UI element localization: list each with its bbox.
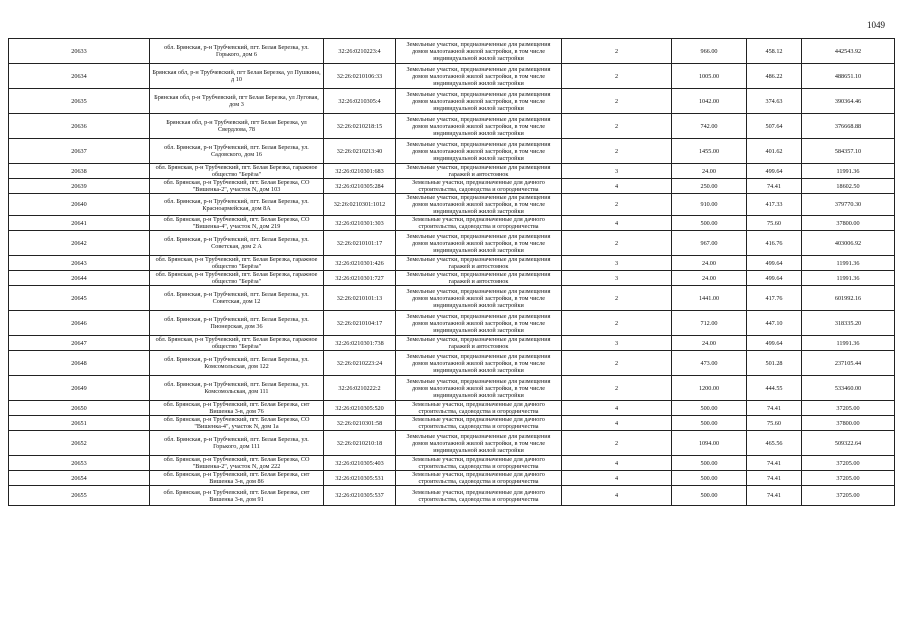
category-cell: 2 — [562, 139, 672, 164]
row-number-cell: 20653 — [9, 456, 150, 471]
table-row — [9, 39, 895, 64]
row-number-cell: 20644 — [9, 271, 150, 286]
row-number-cell: 20642 — [9, 231, 150, 256]
rate-cell: 499.64 — [747, 271, 802, 286]
category-cell: 4 — [562, 456, 672, 471]
category-cell: 3 — [562, 336, 672, 351]
category-cell: 2 — [562, 89, 672, 114]
land-use-cell: Земельные участки, предназначенные для размещения домов малоэтажной жилой застройки, в том числе индивидуальной жилой застройки — [396, 64, 562, 89]
table-row — [9, 431, 895, 456]
area-cell: 712.00 — [672, 311, 747, 336]
category-cell: 2 — [562, 351, 672, 376]
category-cell: 4 — [562, 216, 672, 231]
row-number-cell: 20643 — [9, 256, 150, 271]
land-use-cell: Земельные участки, предназначенные для дачного строительства, садоводства и огородничества — [396, 471, 562, 486]
cadastral-value-cell: 37205.00 — [802, 471, 895, 486]
land-use-cell: Земельные участки, предназначенные для дачного строительства, садоводства и огородничества — [396, 179, 562, 194]
rate-cell: 486.22 — [747, 64, 802, 89]
address-cell: обл. Брянская, р-н Трубчевский, пгт. Белая Березка, ул. Комсомольская, дом 111 — [150, 376, 324, 401]
land-use-cell: Земельные участки, предназначенные для размещения гаражей и автостоянок — [396, 336, 562, 351]
address-cell: обл. Брянская, р-н Трубчевский, пгт. Белая Березка, гаражное общество "Берёза" — [150, 256, 324, 271]
cadastral-value-cell: 37800.00 — [802, 216, 895, 231]
area-cell: 1441.00 — [672, 286, 747, 311]
category-cell: 2 — [562, 64, 672, 89]
category-cell: 2 — [562, 431, 672, 456]
cadastral-number-cell: 32:26:0210305:537 — [324, 486, 396, 506]
rate-cell: 499.64 — [747, 164, 802, 179]
table-row — [9, 164, 895, 179]
area-cell: 910.00 — [672, 194, 747, 216]
table-row — [9, 114, 895, 139]
cadastral-number-cell: 32:26:0210218:15 — [324, 114, 396, 139]
area-cell: 24.00 — [672, 271, 747, 286]
row-number-cell: 20640 — [9, 194, 150, 216]
cadastral-number-cell: 32:26:0210301:738 — [324, 336, 396, 351]
land-use-cell: Земельные участки, предназначенные для размещения домов малоэтажной жилой застройки, в том числе индивидуальной жилой застройки — [396, 89, 562, 114]
rate-cell: 447.10 — [747, 311, 802, 336]
area-cell: 500.00 — [672, 471, 747, 486]
category-cell: 4 — [562, 401, 672, 416]
land-use-cell: Земельные участки, предназначенные для размещения домов малоэтажной жилой застройки, в том числе индивидуальной жилой застройки — [396, 39, 562, 64]
table-row — [9, 271, 895, 286]
area-cell: 966.00 — [672, 39, 747, 64]
address-cell: обл. Брянская, р-н Трубчевский, пгт. Белая Березка, СО "Вишенка-4", участок N, дом 1а — [150, 416, 324, 431]
area-cell: 500.00 — [672, 416, 747, 431]
cadastral-number-cell: 32:26:0210301:58 — [324, 416, 396, 431]
land-use-cell: Земельные участки, предназначенные для размещения домов малоэтажной жилой застройки, в том числе индивидуальной жилой застройки — [396, 311, 562, 336]
category-cell: 2 — [562, 194, 672, 216]
table-row — [9, 64, 895, 89]
row-number-cell: 20654 — [9, 471, 150, 486]
table-row — [9, 311, 895, 336]
land-use-cell: Земельные участки, предназначенные для размещения домов малоэтажной жилой застройки, в том числе индивидуальной жилой застройки — [396, 431, 562, 456]
land-use-cell: Земельные участки, предназначенные для дачного строительства, садоводства и огородничества — [396, 216, 562, 231]
row-number-cell: 20636 — [9, 114, 150, 139]
cadastral-value-cell: 11991.36 — [802, 256, 895, 271]
table-row — [9, 336, 895, 351]
address-cell: обл. Брянская, р-н Трубчевский, пгт. Белая Березка, СО "Вишенка-4", участок N, дом 219 — [150, 216, 324, 231]
land-use-cell: Земельные участки, предназначенные для размещения гаражей и автостоянок — [396, 271, 562, 286]
row-number-cell: 20649 — [9, 376, 150, 401]
table-body — [9, 39, 895, 506]
cadastral-value-cell: 584357.10 — [802, 139, 895, 164]
category-cell: 2 — [562, 286, 672, 311]
rate-cell: 74.41 — [747, 179, 802, 194]
row-number-cell: 20651 — [9, 416, 150, 431]
rate-cell: 416.76 — [747, 231, 802, 256]
rate-cell: 417.76 — [747, 286, 802, 311]
cadastral-number-cell: 32:26:0210223:4 — [324, 39, 396, 64]
category-cell: 2 — [562, 114, 672, 139]
row-number-cell: 20638 — [9, 164, 150, 179]
rate-cell: 74.41 — [747, 456, 802, 471]
cadastral-value-cell: 37205.00 — [802, 401, 895, 416]
cadastral-value-cell: 601992.16 — [802, 286, 895, 311]
row-number-cell: 20650 — [9, 401, 150, 416]
address-cell: обл. Брянская, р-н Трубчевский, пгт. Белая Березка, ул. Садовского, дом 16 — [150, 139, 324, 164]
rate-cell: 458.12 — [747, 39, 802, 64]
cadastral-number-cell: 32:26:0210301:683 — [324, 164, 396, 179]
address-cell: обл. Брянская, р-н Трубчевский, пгт. Белая Березка, снт Вишенка 3-в, дом 86 — [150, 471, 324, 486]
land-use-cell: Земельные участки, предназначенные для дачного строительства, садоводства и огородничества — [396, 401, 562, 416]
cadastral-number-cell: 32:26:0210106:33 — [324, 64, 396, 89]
rate-cell: 507.64 — [747, 114, 802, 139]
table-row — [9, 376, 895, 401]
land-use-cell: Земельные участки, предназначенные для размещения домов малоэтажной жилой застройки, в том числе индивидуальной жилой застройки — [396, 114, 562, 139]
cadastral-value-cell: 509322.64 — [802, 431, 895, 456]
land-use-cell: Земельные участки, предназначенные для дачного строительства, садоводства и огородничества — [396, 486, 562, 506]
address-cell: обл. Брянская, р-н Трубчевский, пгт. Белая Березка, ул. Пионерская, дом 36 — [150, 311, 324, 336]
category-cell: 2 — [562, 376, 672, 401]
area-cell: 1200.00 — [672, 376, 747, 401]
table-row — [9, 89, 895, 114]
row-number-cell: 20655 — [9, 486, 150, 506]
cadastral-number-cell: 32:26:0210305:284 — [324, 179, 396, 194]
cadastral-number-cell: 32:26:0210223:24 — [324, 351, 396, 376]
area-cell: 1042.00 — [672, 89, 747, 114]
cadastral-number-cell: 32:26:0210301:426 — [324, 256, 396, 271]
cadastral-number-cell: 32:26:0210213:40 — [324, 139, 396, 164]
cadastral-value-cell: 18602.50 — [802, 179, 895, 194]
land-use-cell: Земельные участки, предназначенные для дачного строительства, садоводства и огородничества — [396, 416, 562, 431]
address-cell: обл. Брянская, р-н Трубчевский, пгт. Белая Березка, СО "Вишенка-2", участок N, дом 222 — [150, 456, 324, 471]
address-cell: обл. Брянская, р-н Трубчевский, пгт. Белая Березка, СО "Вишенка-2", участок N, дом 103 — [150, 179, 324, 194]
land-use-cell: Земельные участки, предназначенные для размещения домов малоэтажной жилой застройки, в том числе индивидуальной жилой застройки — [396, 376, 562, 401]
cadastral-value-cell: 403006.92 — [802, 231, 895, 256]
area-cell: 24.00 — [672, 336, 747, 351]
category-cell: 4 — [562, 471, 672, 486]
table-row — [9, 471, 895, 486]
category-cell: 2 — [562, 231, 672, 256]
rate-cell: 74.41 — [747, 471, 802, 486]
table-row — [9, 179, 895, 194]
land-use-cell: Земельные участки, предназначенные для размещения домов малоэтажной жилой застройки, в том числе индивидуальной жилой застройки — [396, 139, 562, 164]
table-row — [9, 401, 895, 416]
row-number-cell: 20637 — [9, 139, 150, 164]
address-cell: обл. Брянская, р-н Трубчевский, пгт. Белая Березка, снт Вишенка 3-в, дом 91 — [150, 486, 324, 506]
rate-cell: 501.28 — [747, 351, 802, 376]
land-use-cell: Земельные участки, предназначенные для размещения гаражей и автостоянок — [396, 256, 562, 271]
cadastral-value-cell: 11991.36 — [802, 164, 895, 179]
address-cell: обл. Брянская, р-н Трубчевский, пгт. Белая Березка, гаражное общество "Берёза" — [150, 336, 324, 351]
cadastral-number-cell: 32:26:0210305:403 — [324, 456, 396, 471]
table-row — [9, 416, 895, 431]
row-number-cell: 20647 — [9, 336, 150, 351]
cadastral-number-cell: 32:26:0210301:303 — [324, 216, 396, 231]
land-use-cell: Земельные участки, предназначенные для размещения домов малоэтажной жилой застройки, в том числе индивидуальной жилой застройки — [396, 194, 562, 216]
cadastral-number-cell: 32:26:0210210:18 — [324, 431, 396, 456]
land-use-cell: Земельные участки, предназначенные для размещения гаражей и автостоянок — [396, 164, 562, 179]
cadastral-value-cell: 488651.10 — [802, 64, 895, 89]
cadastral-number-cell: 32:26:0210101:13 — [324, 286, 396, 311]
row-number-cell: 20645 — [9, 286, 150, 311]
area-cell: 742.00 — [672, 114, 747, 139]
row-number-cell: 20641 — [9, 216, 150, 231]
address-cell: Брянская обл, р-н Трубчевский, пгт Белая Березка, ул Пушкина, д 10 — [150, 64, 324, 89]
table-row — [9, 256, 895, 271]
address-cell: обл. Брянская, р-н Трубчевский, пгт. Белая Березка, ул. Горького, дом 111 — [150, 431, 324, 456]
category-cell: 3 — [562, 164, 672, 179]
category-cell: 2 — [562, 311, 672, 336]
table-row — [9, 456, 895, 471]
row-number-cell: 20652 — [9, 431, 150, 456]
rate-cell: 444.55 — [747, 376, 802, 401]
area-cell: 500.00 — [672, 401, 747, 416]
cadastral-number-cell: 32:26:0210101:17 — [324, 231, 396, 256]
rate-cell: 417.33 — [747, 194, 802, 216]
row-number-cell: 20634 — [9, 64, 150, 89]
cadastral-value-cell: 390364.46 — [802, 89, 895, 114]
cadastral-value-cell: 37205.00 — [802, 456, 895, 471]
category-cell: 4 — [562, 179, 672, 194]
row-number-cell: 20639 — [9, 179, 150, 194]
table-row — [9, 231, 895, 256]
table-row — [9, 139, 895, 164]
cadastral-value-cell: 376668.88 — [802, 114, 895, 139]
cadastral-value-cell: 379770.30 — [802, 194, 895, 216]
cadastral-value-cell: 11991.36 — [802, 271, 895, 286]
row-number-cell: 20646 — [9, 311, 150, 336]
land-use-cell: Земельные участки, предназначенные для дачного строительства, садоводства и огородничества — [396, 456, 562, 471]
category-cell: 2 — [562, 39, 672, 64]
category-cell: 4 — [562, 416, 672, 431]
cadastral-value-cell: 318335.20 — [802, 311, 895, 336]
area-cell: 1005.00 — [672, 64, 747, 89]
rate-cell: 74.41 — [747, 401, 802, 416]
area-cell: 250.00 — [672, 179, 747, 194]
cadastral-number-cell: 32:26:0210104:17 — [324, 311, 396, 336]
rate-cell: 74.41 — [747, 486, 802, 506]
address-cell: обл. Брянская, р-н Трубчевский, пгт. Белая Березка, ул. Советская, дом 2 А — [150, 231, 324, 256]
area-cell: 1455.00 — [672, 139, 747, 164]
row-number-cell: 20648 — [9, 351, 150, 376]
rate-cell: 374.63 — [747, 89, 802, 114]
cadastral-number-cell: 32:26:0210305:531 — [324, 471, 396, 486]
cadastral-value-cell: 37205.00 — [802, 486, 895, 506]
rate-cell: 75.60 — [747, 216, 802, 231]
cadastral-number-cell: 32:26:0210222:2 — [324, 376, 396, 401]
category-cell: 3 — [562, 256, 672, 271]
cadastral-value-cell: 442543.92 — [802, 39, 895, 64]
cadastral-number-cell: 32:26:0210305:520 — [324, 401, 396, 416]
address-cell: обл. Брянская, р-н Трубчевский, пгт. Белая Березка, ул. Горького, дом 6 — [150, 39, 324, 64]
address-cell: обл. Брянская, р-н Трубчевский, пгт. Белая Березка, гаражное общество "Берёза" — [150, 164, 324, 179]
table-row — [9, 351, 895, 376]
area-cell: 24.00 — [672, 256, 747, 271]
land-use-cell: Земельные участки, предназначенные для размещения домов малоэтажной жилой застройки, в том числе индивидуальной жилой застройки — [396, 286, 562, 311]
rate-cell: 499.64 — [747, 256, 802, 271]
address-cell: обл. Брянская, р-н Трубчевский, пгт. Белая Березка, ул. Комсомольская, дом 122 — [150, 351, 324, 376]
cadastral-number-cell: 32:26:0210305:4 — [324, 89, 396, 114]
rate-cell: 465.56 — [747, 431, 802, 456]
area-cell: 1094.00 — [672, 431, 747, 456]
table-row — [9, 286, 895, 311]
land-registry-table — [8, 38, 895, 506]
rate-cell: 75.60 — [747, 416, 802, 431]
area-cell: 500.00 — [672, 456, 747, 471]
address-cell: обл. Брянская, р-н Трубчевский, пгт. Белая Березка, ул. Красноармейская, дом 8А — [150, 194, 324, 216]
cadastral-value-cell: 237105.44 — [802, 351, 895, 376]
row-number-cell: 20633 — [9, 39, 150, 64]
cadastral-number-cell: 32:26:0210301:727 — [324, 271, 396, 286]
cadastral-number-cell: 32:26:0210301:1012 — [324, 194, 396, 216]
land-use-cell: Земельные участки, предназначенные для размещения домов малоэтажной жилой застройки, в том числе индивидуальной жилой застройки — [396, 351, 562, 376]
address-cell: Брянская обл, р-н Трубчевский, пгт Белая Березка, ул Свердлова, 78 — [150, 114, 324, 139]
category-cell: 4 — [562, 486, 672, 506]
page-number: 1049 — [867, 20, 885, 30]
address-cell: обл. Брянская, р-н Трубчевский, пгт. Белая Березка, снт Вишенка 3-в, дом 76 — [150, 401, 324, 416]
table-row — [9, 216, 895, 231]
address-cell: Брянская обл, р-н Трубчевский, пгт Белая Березка, ул Луговая, дом 3 — [150, 89, 324, 114]
land-use-cell: Земельные участки, предназначенные для размещения домов малоэтажной жилой застройки, в том числе индивидуальной жилой застройки — [396, 231, 562, 256]
area-cell: 500.00 — [672, 216, 747, 231]
rate-cell: 499.64 — [747, 336, 802, 351]
area-cell: 24.00 — [672, 164, 747, 179]
cadastral-value-cell: 11991.36 — [802, 336, 895, 351]
table-row — [9, 486, 895, 506]
address-cell: обл. Брянская, р-н Трубчевский, пгт. Белая Березка, ул. Советская, дом 12 — [150, 286, 324, 311]
area-cell: 473.00 — [672, 351, 747, 376]
area-cell: 967.00 — [672, 231, 747, 256]
area-cell: 500.00 — [672, 486, 747, 506]
row-number-cell: 20635 — [9, 89, 150, 114]
address-cell: обл. Брянская, р-н Трубчевский, пгт. Белая Березка, гаражное общество "Берёза" — [150, 271, 324, 286]
table-row — [9, 194, 895, 216]
category-cell: 3 — [562, 271, 672, 286]
rate-cell: 401.62 — [747, 139, 802, 164]
cadastral-value-cell: 533460.00 — [802, 376, 895, 401]
cadastral-value-cell: 37800.00 — [802, 416, 895, 431]
